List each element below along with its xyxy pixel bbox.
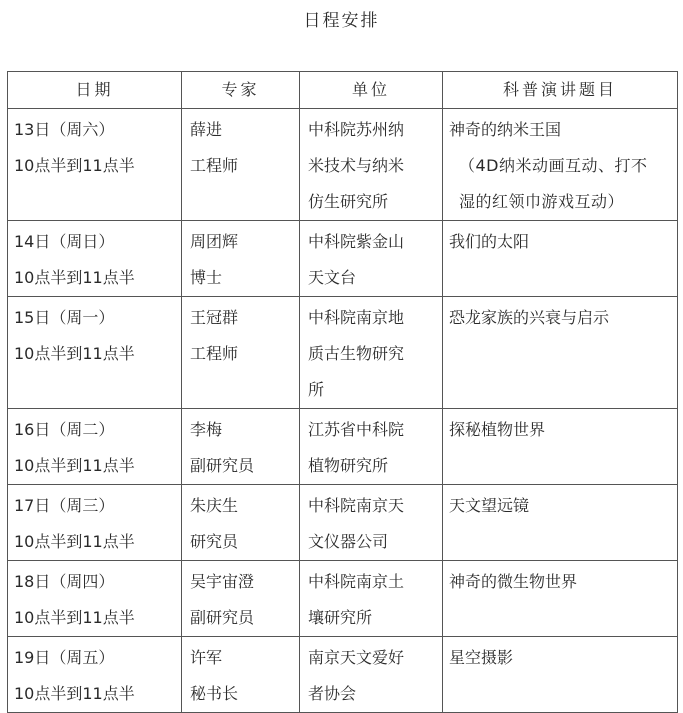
unit-line: 所 [308, 380, 325, 399]
header-date: 日期 [8, 72, 182, 109]
date-cell [8, 637, 182, 713]
date-cell [8, 561, 182, 637]
time-text: 10点半到11点半 [14, 684, 135, 703]
topic-cell [443, 297, 678, 409]
expert-name: 王冠群 [190, 308, 239, 327]
time-text: 10点半到11点半 [14, 344, 135, 363]
topic-cell [443, 637, 678, 713]
expert-name: 李梅 [190, 420, 223, 439]
unit-line: 文仪器公司 [308, 532, 389, 551]
expert-name: 朱庆生 [190, 496, 239, 515]
unit-line: 仿生研究所 [308, 192, 389, 211]
table-row [8, 109, 678, 221]
page-title: 日程安排 [303, 11, 380, 31]
date-text: 19日（周五） [14, 648, 115, 667]
topic-line: （4D纳米动画互动、打不 [459, 156, 648, 175]
date-cell [8, 485, 182, 561]
unit-line: 江苏省中科院 [308, 420, 405, 439]
unit-cell [300, 637, 443, 713]
table-row [8, 561, 678, 637]
unit-line: 中科院南京天 [308, 496, 405, 515]
expert-cell [182, 221, 300, 297]
expert-name: 周团辉 [190, 232, 239, 251]
unit-line: 植物研究所 [308, 456, 389, 475]
header-topic: 科普演讲题目 [443, 72, 678, 109]
topic-cell [443, 561, 678, 637]
topic-line: 湿的红领巾游戏互动） [459, 192, 625, 211]
time-text: 10点半到11点半 [14, 456, 135, 475]
unit-cell [300, 221, 443, 297]
topic-line: 探秘植物世界 [449, 420, 546, 439]
time-text: 10点半到11点半 [14, 268, 135, 287]
expert-title: 博士 [190, 268, 223, 287]
time-text: 10点半到11点半 [14, 532, 135, 551]
date-text: 16日（周二） [14, 420, 115, 439]
expert-cell [182, 561, 300, 637]
unit-line: 质古生物研究 [308, 344, 405, 363]
table-row [8, 485, 678, 561]
expert-cell [182, 297, 300, 409]
expert-name: 许军 [190, 648, 223, 667]
table-row [8, 409, 678, 485]
topic-cell [443, 485, 678, 561]
header-expert: 专家 [182, 72, 300, 109]
expert-title: 副研究员 [190, 456, 255, 475]
header-unit: 单位 [300, 72, 443, 109]
unit-line: 中科院南京土 [308, 572, 405, 591]
expert-title: 研究员 [190, 532, 239, 551]
expert-title: 工程师 [190, 344, 239, 363]
expert-cell [182, 109, 300, 221]
unit-cell [300, 109, 443, 221]
unit-cell [300, 297, 443, 409]
unit-cell [300, 485, 443, 561]
expert-name: 吴宇宙澄 [190, 572, 255, 591]
date-cell [8, 109, 182, 221]
table-header-row [8, 72, 678, 109]
expert-cell [182, 485, 300, 561]
unit-cell [300, 561, 443, 637]
unit-line: 壤研究所 [308, 608, 373, 627]
time-text: 10点半到11点半 [14, 608, 135, 627]
expert-name: 薛进 [190, 120, 223, 139]
expert-title: 工程师 [190, 156, 239, 175]
topic-line: 我们的太阳 [449, 232, 530, 251]
topic-cell [443, 221, 678, 297]
date-cell [8, 409, 182, 485]
table-row [8, 637, 678, 713]
date-cell [8, 221, 182, 297]
date-text: 18日（周四） [14, 572, 115, 591]
unit-line: 中科院南京地 [308, 308, 405, 327]
date-text: 14日（周日） [14, 232, 115, 251]
time-text: 10点半到11点半 [14, 156, 135, 175]
unit-line: 中科院紫金山 [308, 232, 405, 251]
expert-cell [182, 409, 300, 485]
unit-line: 天文台 [308, 268, 357, 287]
topic-cell [443, 409, 678, 485]
unit-line: 中科院苏州纳 [308, 120, 405, 139]
date-cell [8, 297, 182, 409]
unit-cell [300, 409, 443, 485]
date-text: 15日（周一） [14, 308, 115, 327]
topic-line: 恐龙家族的兴衰与启示 [449, 308, 610, 327]
schedule-table [7, 71, 678, 713]
table-row [8, 221, 678, 297]
topic-line: 神奇的纳米王国 [449, 120, 562, 139]
unit-line: 南京天文爱好 [308, 648, 405, 667]
date-text: 17日（周三） [14, 496, 115, 515]
unit-line: 米技术与纳米 [308, 156, 405, 175]
unit-line: 者协会 [308, 684, 357, 703]
date-text: 13日（周六） [14, 120, 115, 139]
expert-title: 副研究员 [190, 608, 255, 627]
expert-title: 秘书长 [190, 684, 239, 703]
expert-cell [182, 637, 300, 713]
topic-cell [443, 109, 678, 221]
topic-line: 星空摄影 [449, 648, 514, 667]
table-row [8, 297, 678, 409]
topic-line: 天文望远镜 [449, 496, 530, 515]
topic-line: 神奇的微生物世界 [449, 572, 578, 591]
